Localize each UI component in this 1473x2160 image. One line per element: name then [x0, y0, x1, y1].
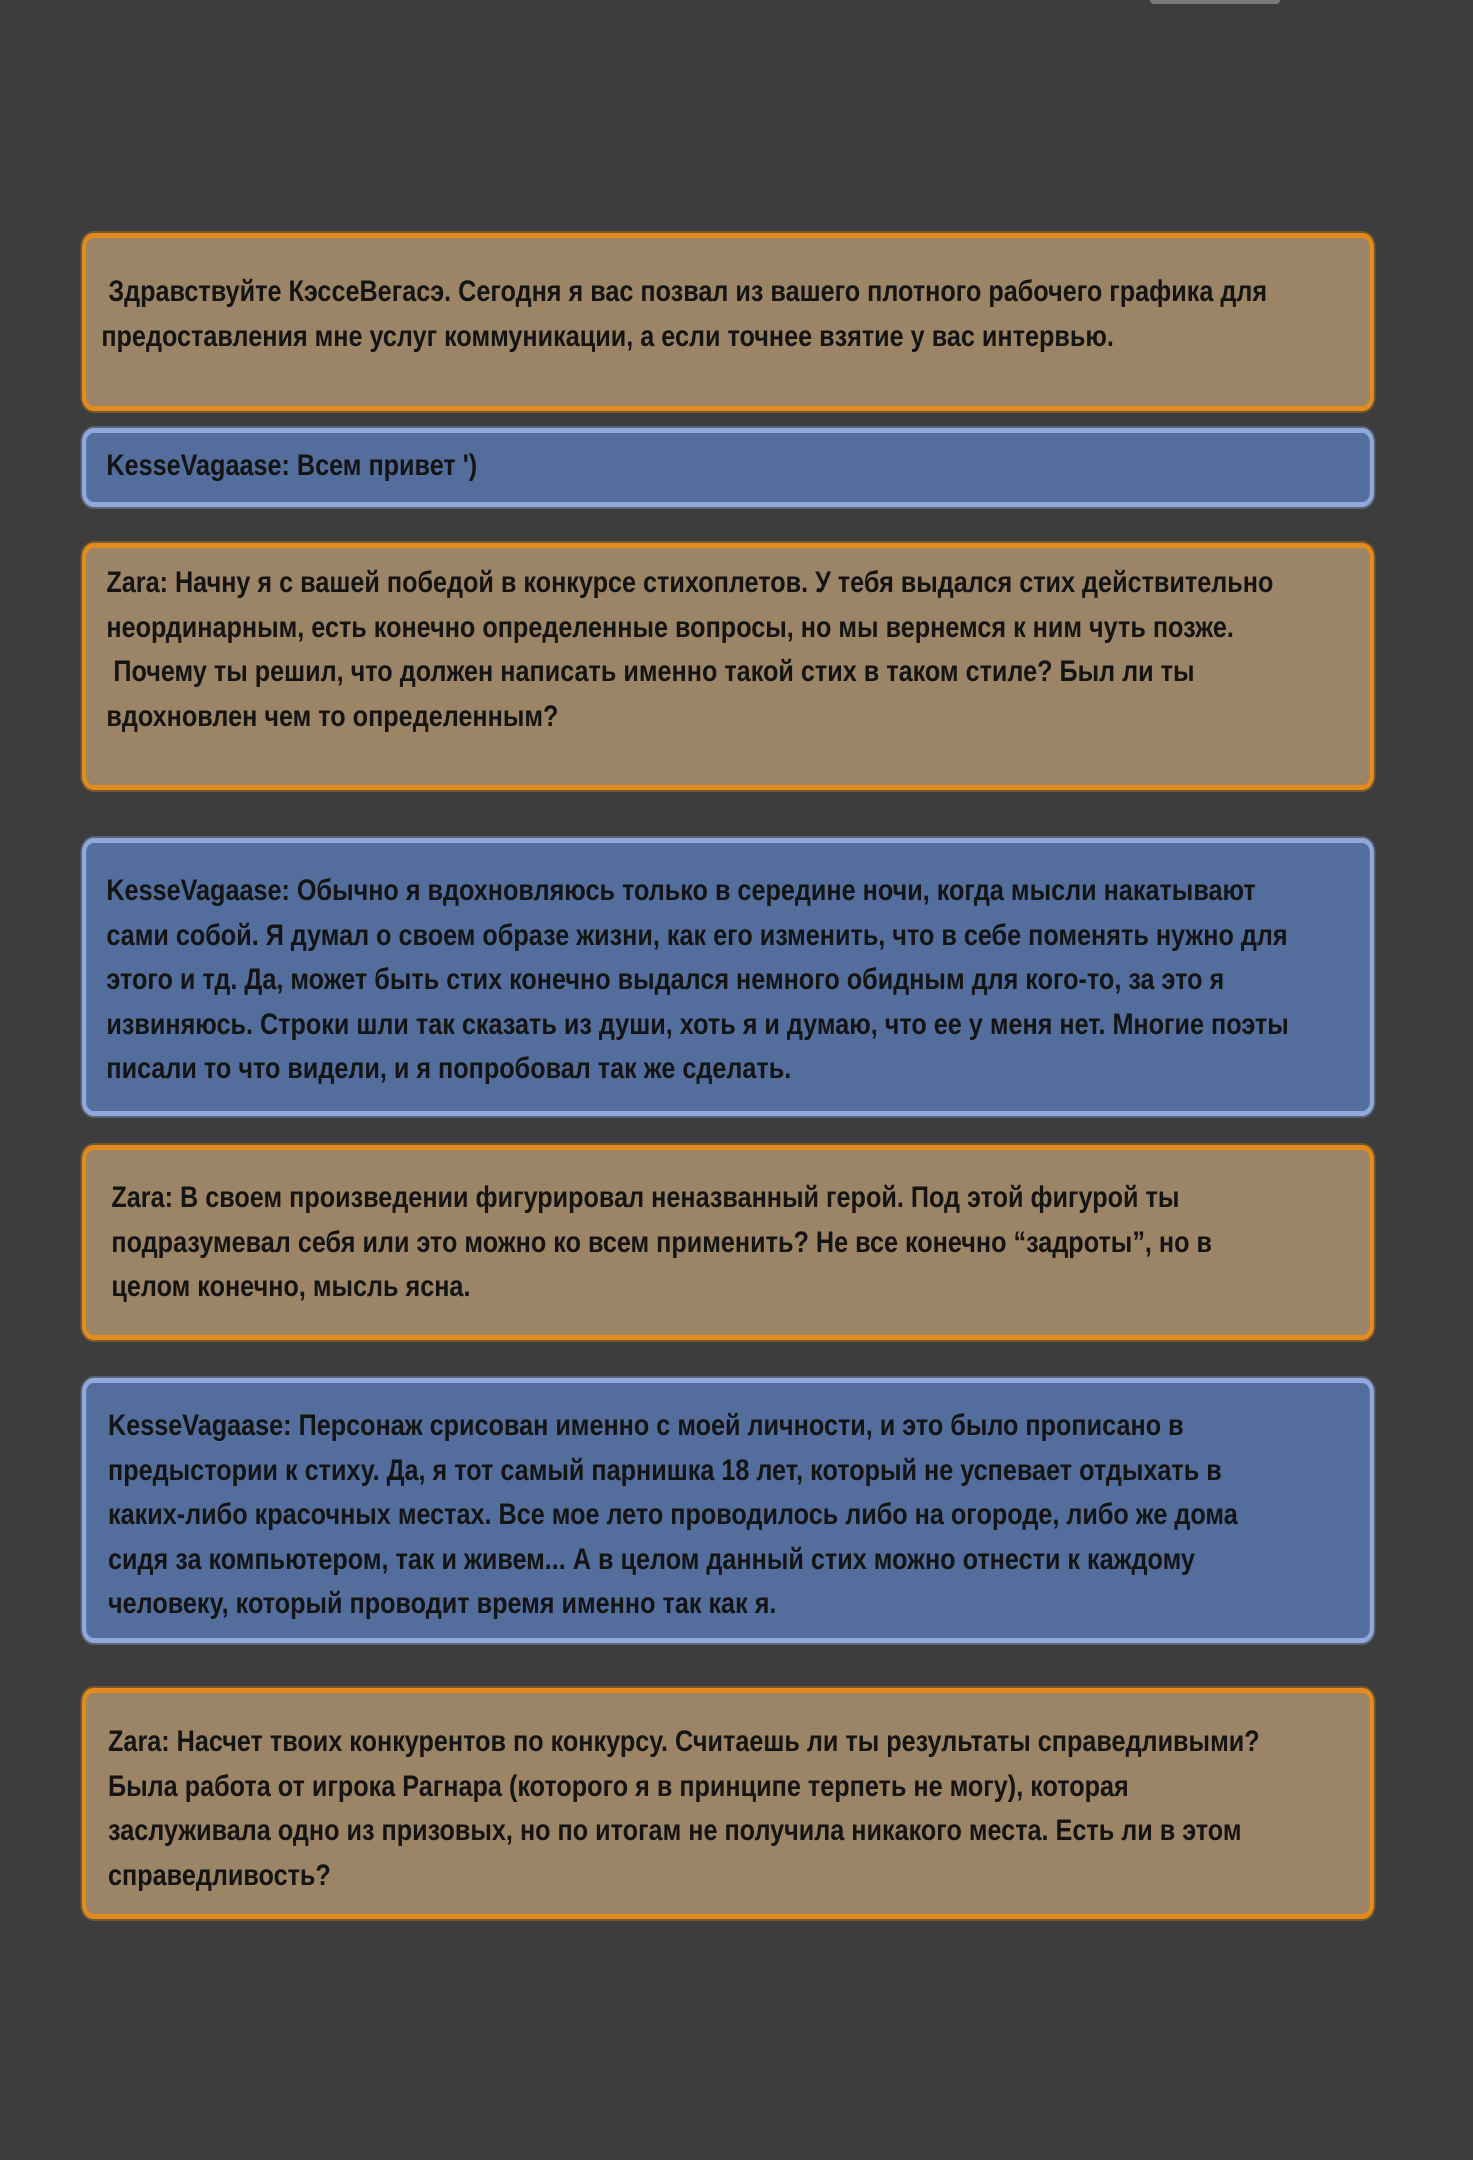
message-line: Zara: Насчет твоих конкурентов по конкурсу. Считаешь ли ты результаты справедливыми?: [108, 1725, 1260, 1758]
message-line: вдохновлен чем то определенным?: [106, 699, 559, 733]
message-bubble-interviewer: [82, 233, 1374, 411]
message-bubble-respondent: [82, 1378, 1374, 1643]
message-line: писали то что видели, и я попробовал так же сделать.: [106, 1052, 792, 1085]
message-bubble-respondent: [82, 838, 1374, 1116]
message-line: KesseVagaase: Всем привет '): [106, 449, 478, 482]
message-bubble-interviewer: [82, 1145, 1374, 1340]
message-line: Здравствуйте КэссеВегасэ. Сегодня я вас позвал из вашего плотного рабочего графика для: [101, 275, 1268, 308]
message-line: Почему ты решил, что должен написать именно такой стих в таком стиле? Был ли ты: [106, 655, 1195, 688]
message-line: сидя за компьютером, так и живем... А в целом данный стих можно отнести к каждому: [108, 1542, 1195, 1576]
message-line: Была работа от игрока Рагнара (которого я в принципе терпеть не могу), которая: [108, 1769, 1129, 1803]
message-line: Zara: Начну я с вашей победой в конкурсе стихоплетов. У тебя выдался стих действительно: [106, 566, 1274, 599]
message-line: человеку, который проводит время именно так как я.: [108, 1587, 777, 1620]
message-line: заслуживала одно из призовых, но по итогам не получила никакого места. Есть ли в этом: [108, 1814, 1242, 1847]
message-bubble-interviewer: [82, 1688, 1374, 1919]
message-line: Zara: В своем произведении фигурировал неназванный герой. Под этой фигурой ты: [111, 1181, 1180, 1214]
message-line: предыстории к стиху. Да, я тот самый парнишка 18 лет, который не успевает отдыхать в: [108, 1453, 1222, 1487]
message-line: справедливость?: [108, 1858, 331, 1892]
message-bubble-interviewer: [82, 543, 1374, 790]
message-line: предоставления мне услуг коммуникации, а если точнее взятие у вас интервью.: [101, 319, 1114, 353]
message-line: сами собой. Я думал о своем образе жизни, как его изменить, что в себе поменять нужно для: [106, 918, 1288, 952]
message-line: KesseVagaase: Обычно я вдохновляюсь только в середине ночи, когда мысли накатывают: [106, 874, 1256, 907]
message-line: KesseVagaase: Персонаж срисован именно с моей личности, и это было прописано в: [108, 1409, 1184, 1442]
message-line: извиняюсь. Строки шли так сказать из души, хоть я и думаю, что ее у меня нет. Многие поэты: [106, 1007, 1289, 1041]
message-bubble-respondent: [82, 428, 1374, 507]
top-glare: [1150, 0, 1280, 4]
message-line: этого и тд. Да, может быть стих конечно выдался немного обидным для кого-то, за это я: [106, 963, 1225, 996]
message-line: целом конечно, мысль ясна.: [111, 1270, 471, 1303]
message-line: подразумевал себя или это можно ко всем применить? Не все конечно “задроты”, но в: [111, 1225, 1213, 1259]
message-line: каких-либо красочных местах. Все мое лето проводилось либо на огороде, либо же дома: [108, 1498, 1238, 1531]
message-line: неординарным, есть конечно определенные вопросы, но мы вернемся к ним чуть позже.: [106, 610, 1234, 644]
